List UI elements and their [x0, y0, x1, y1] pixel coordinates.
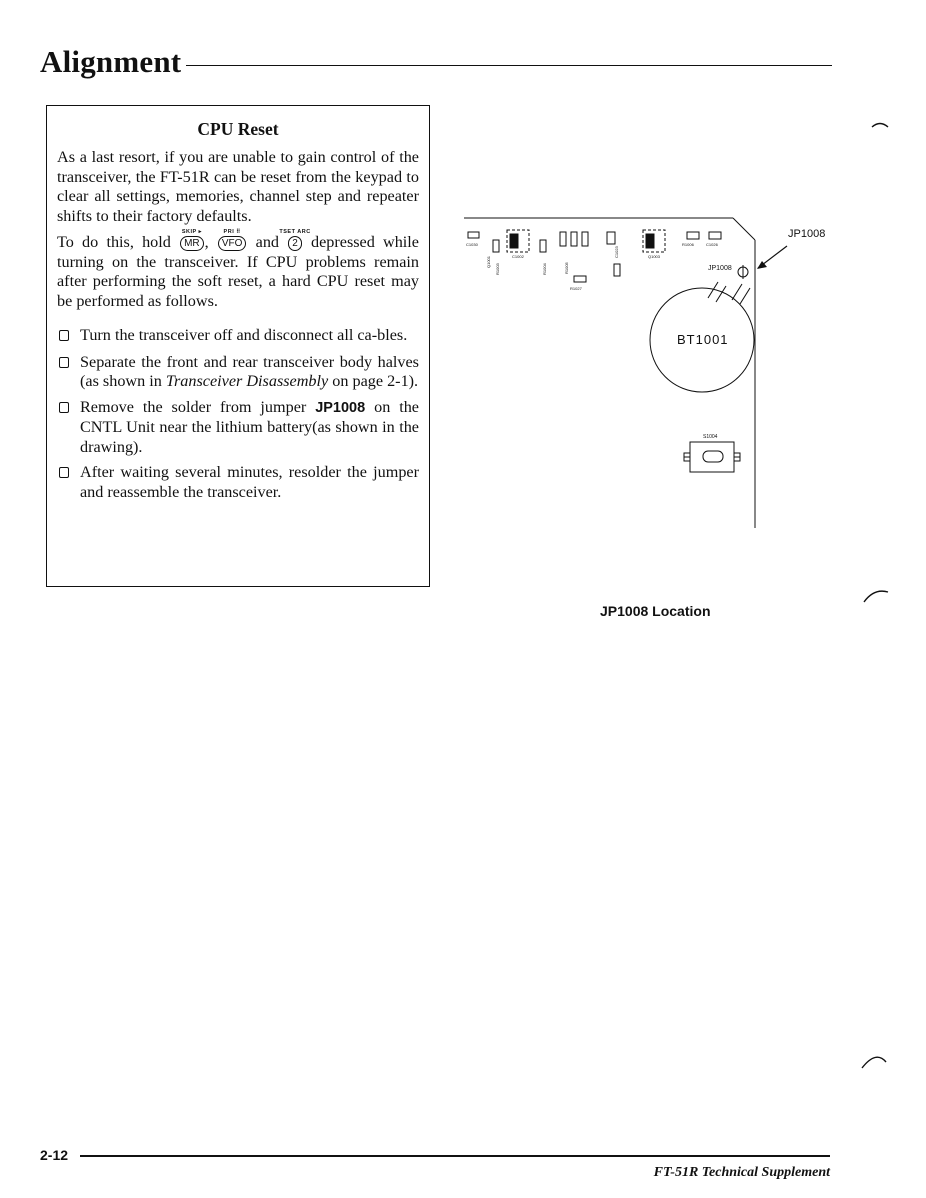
checkbox-icon	[59, 357, 69, 368]
mr-key-label: MR	[184, 238, 200, 249]
cpu-reset-box	[46, 105, 430, 587]
c1030-label: C1030	[466, 242, 478, 247]
c1023b-part	[614, 264, 620, 276]
r1004-part	[540, 240, 546, 252]
r1003-label: R1003	[495, 263, 500, 275]
step-2-italic: Transceiver Disassembly	[165, 372, 329, 390]
r1005-part	[560, 232, 566, 246]
switch-button	[703, 451, 723, 462]
r1003-part	[493, 240, 499, 252]
step-1-text: Turn the transceiver off and disconnect all ca-bles.	[80, 326, 408, 344]
r1005-label: R1005	[564, 262, 569, 274]
battery-label: BT1001	[677, 332, 729, 347]
r1027-label: R1027	[570, 286, 582, 291]
callout-label: JP1008	[788, 228, 826, 240]
c1023-label: C1023	[614, 246, 619, 258]
key-2	[279, 229, 311, 251]
scan-margin-marks	[850, 100, 910, 1080]
margin-mark	[864, 591, 888, 602]
step-3-text-b: on the CNTL Unit near the lithium battery(as shown in the drawing).	[80, 397, 419, 456]
intro-paragraph: As a last resort, if you are unable to gain control of the transceiver, the FT-51R can be reset from the keypad to clear all settings, memories, channel step and repeater shifts to their factory defaults.	[57, 148, 419, 225]
switch-label: S1004	[703, 434, 718, 440]
box-title: CPU Reset	[197, 119, 279, 139]
q1001-id-label: Q1001	[486, 255, 491, 268]
battery-lead-4	[740, 288, 750, 304]
board-corner-edge	[733, 218, 755, 240]
step-2-text-b: on page 2-1).	[328, 372, 419, 390]
vfo-key-sup: PRI ⠿	[223, 229, 241, 235]
board-jumper-label: JP1008	[708, 265, 732, 272]
step-item	[57, 463, 419, 502]
para2-text-b: depressed while turning on the transceiver. If CPU problems remain after performing the soft reset, a hard CPU reset may be performed as follows.	[57, 233, 419, 310]
mr-key-sup: SKIP ▸	[181, 229, 202, 235]
cntl-unit-diagram	[460, 210, 880, 540]
battery-lead-3	[732, 284, 742, 300]
r1005c-part	[582, 232, 588, 246]
section-title: Alignment	[40, 44, 182, 79]
page-number: 2-12	[40, 1147, 69, 1163]
title-rule	[186, 65, 832, 66]
checkbox-icon	[59, 402, 69, 413]
key-2-label: 2	[292, 238, 298, 249]
margin-mark	[862, 1057, 886, 1068]
q1003-body	[646, 234, 654, 248]
step-2-text-a: Separate the front and rear transceiver body halves (as shown in	[80, 352, 419, 390]
procedure-paragraph	[57, 229, 419, 311]
c1030-part	[468, 232, 479, 238]
vfo-key-label: VFO	[221, 238, 243, 249]
step-3-text-a: Remove the solder from jumper	[80, 397, 316, 416]
margin-mark	[872, 124, 888, 128]
step-4-text: After waiting several minutes, resolder the jumper and reassemble the transceiver.	[80, 463, 419, 501]
c1026-label: C1026	[706, 242, 718, 247]
checkbox-icon	[59, 467, 69, 478]
step-list	[57, 326, 419, 502]
diagram-caption: JP1008 Location	[600, 603, 711, 619]
q1003-label: Q1003	[648, 254, 661, 259]
battery-lead-2	[716, 286, 726, 302]
r1005b-part	[571, 232, 577, 246]
step-item	[57, 326, 419, 346]
para2-text-a: To do this, hold	[57, 233, 180, 251]
r1006-part	[687, 232, 699, 239]
step-item	[57, 353, 419, 392]
key-2-sup: TSET ARC	[279, 229, 311, 235]
vfo-key	[218, 229, 247, 251]
c1023-part	[607, 232, 615, 244]
para2-sep1: ,	[204, 233, 217, 251]
c1026-part	[709, 232, 721, 239]
switch-body	[690, 442, 734, 472]
q1001-label: C1002	[512, 254, 524, 259]
r1006-label: R1006	[682, 242, 694, 247]
para2-sep2: and	[247, 233, 288, 251]
checkbox-icon	[59, 330, 69, 341]
step-item	[57, 398, 419, 458]
step-3-bold: JP1008	[315, 399, 366, 416]
r1027-part	[574, 276, 586, 282]
footer-rule	[80, 1155, 830, 1157]
mr-key	[180, 229, 204, 251]
r1004-label: R1004	[542, 263, 547, 275]
q1001-body	[510, 234, 518, 248]
footer-title: FT-51R Technical Supplement	[653, 1165, 830, 1180]
